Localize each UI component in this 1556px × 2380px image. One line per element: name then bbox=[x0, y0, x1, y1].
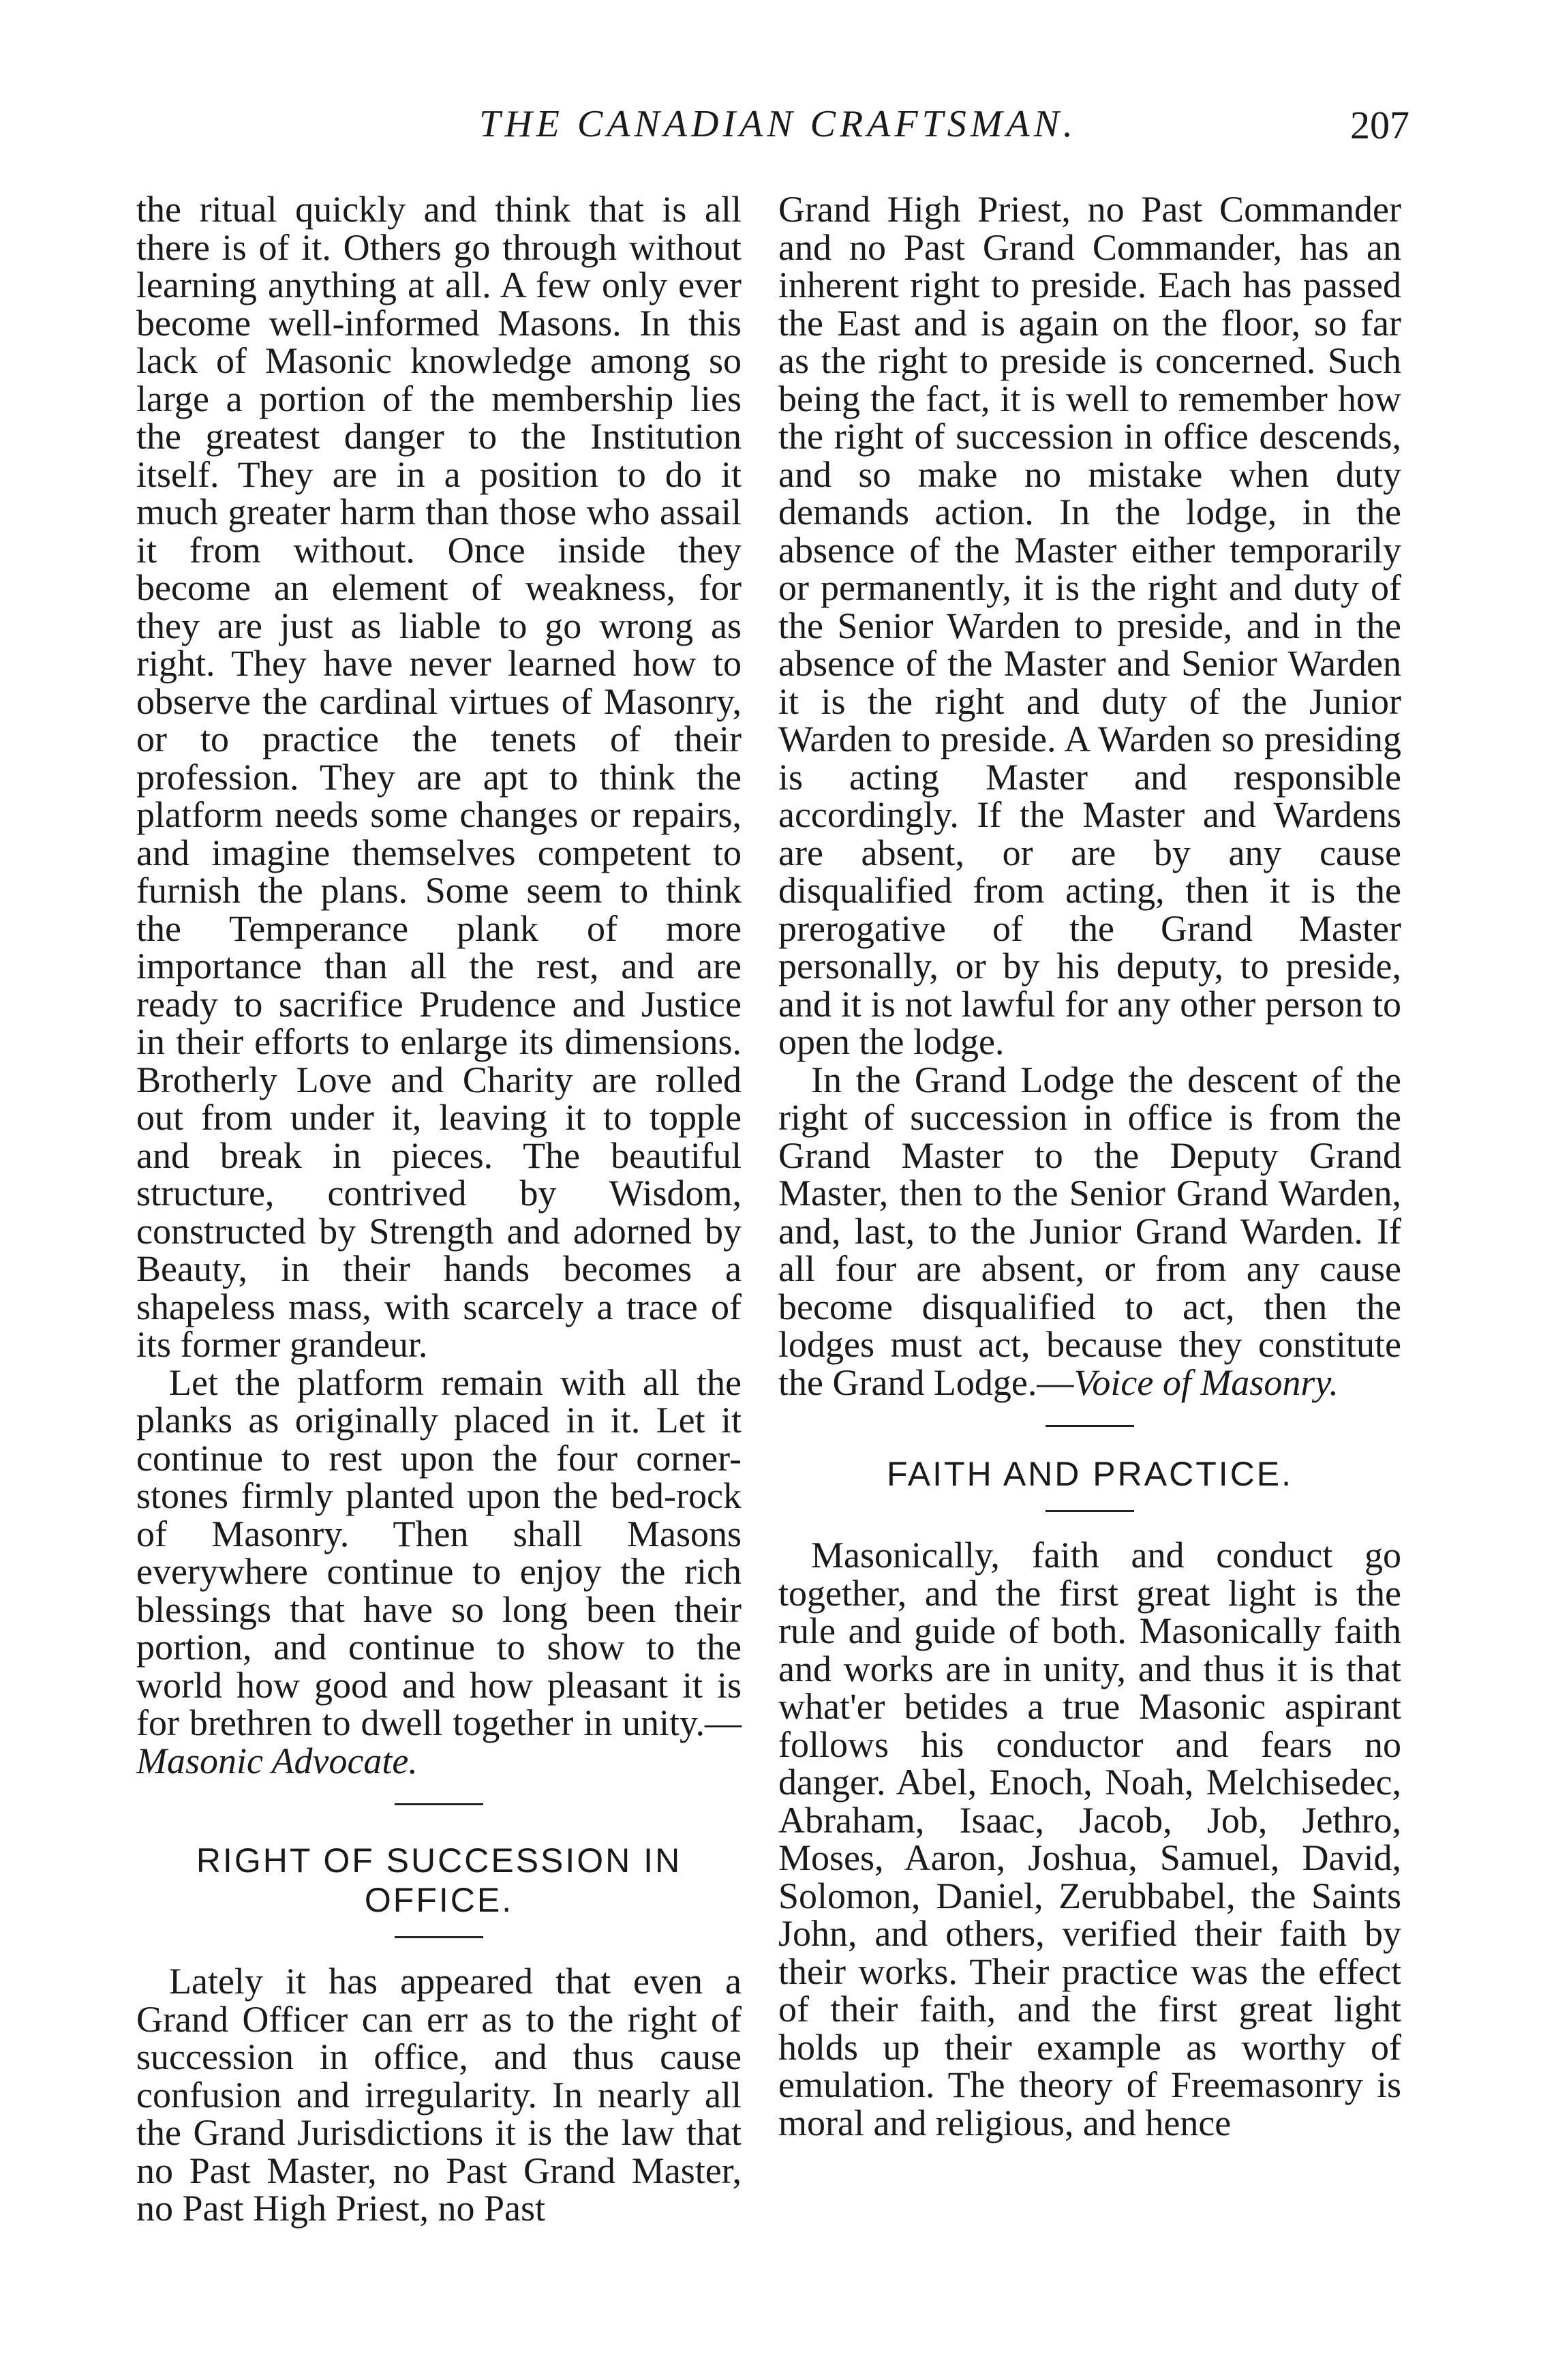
section-heading: RIGHT OF SUCCESSION IN OFFICE. bbox=[196, 1841, 682, 1919]
left-paragraph-3: Lately it has appeared that even a Grand Officer can err as to the right of succession in office, and thus cause confusion and irregularity. In nearly all the Grand Jurisdictions it is the law that no Past Master, no Past Grand Master, no Past High Priest, no Past bbox=[136, 1961, 742, 2229]
left-paragraph-2 bbox=[136, 1361, 742, 1781]
running-title: THE CANADIAN CRAFTSMAN. bbox=[479, 103, 1077, 145]
right-column bbox=[778, 191, 1401, 2142]
source-attribution: Masonic Advocate. bbox=[136, 1740, 418, 1781]
page-header bbox=[0, 102, 1556, 164]
source-attribution: Voice of Masonry. bbox=[1073, 1361, 1339, 1403]
left-paragraph-2-text: Let the platform remain with all the planks as originally placed in it. Let it continue to rest upon the four corner-stones firmly planted upon the bed-rock of Masonry. Then shall Masons everywhere continue to enjoy the rich blessings that have so long been their portion, and continue to show to the world how good and how pleasant it is for brethren to dwell together in unity.— bbox=[136, 1361, 742, 1743]
page-number: 207 bbox=[1350, 103, 1409, 147]
right-paragraph-2 bbox=[778, 1061, 1401, 1402]
right-paragraph-2-text: In the Grand Lodge the descent of the right of succession in office is from the Grand Master to the Deputy Grand Master, then to the Senior Grand Warden, and, last, to the Junior Grand Warden. If all four are absent, or from any cause become disqualified to act, then the lodges must act, because they constitute the Grand Lodge.— bbox=[778, 1059, 1401, 1403]
right-paragraph-1: Grand High Priest, no Past Commander and no Past Grand Commander, has an inherent right to preside. Each has passed the East and is again on the floor, so far as the right to preside is concerned. Such being the fact, it is well to remember how the right of succession in office descends, and so make no mistake when duty demands action. In the lodge, in the absence of the Master either temporarily or permanently, it is the right and duty of the Senior Warden to preside, and in the absence of the Master and Senior Warden it is the right and duty of the Junior Warden to preside. A Warden so presiding is acting Master and responsible accordingly. If the Master and Wardens are absent, or are by any cause disqualified from acting, then it is the prerogative of the Grand Master personally, or by his deputy, to preside, and it is not lawful for any other person to open the lodge. bbox=[778, 189, 1401, 1062]
left-column bbox=[136, 191, 742, 2228]
section-heading: FAITH AND PRACTICE. bbox=[887, 1455, 1293, 1493]
right-paragraph-3: Masonically, faith and conduct go together, and the first great light is the rule and guide of both. Masonically faith and works are in unity, and thus it is that what'er betides a true Masonic aspirant follows his conductor and fears no danger. Abel, Enoch, Noah, Melchisedec, Abraham, Isaac, Jacob, Job, Jethro, Moses, Aaron, Joshua, Samuel, David, Solomon, Daniel, Zerubbabel, the Saints John, and others, verified their faith by their works. Their practice was the effect of their faith, and the first great light holds up their example as worthy of emulation. The theory of Freemasonry is moral and religious, and hence bbox=[778, 1535, 1401, 2143]
left-paragraph-1: the ritual quickly and think that is all there is of it. Others go through without learning anything at all. A few only ever become well-informed Masons. In this lack of Masonic knowledge among so large a portion of the membership lies the greatest danger to the Institution itself. They are in a position to do it much greater harm than those who assail it from without. Once inside they become an element of weakness, for they are just as liable to go wrong as right. They have never learned how to observe the cardinal virtues of Masonry, or to practice the tenets of their profession. They are apt to think the platform needs some changes or repairs, and imagine themselves competent to furnish the plans. Some seem to think the Temperance plank of more importance than all the rest, and are ready to sacrifice Prudence and Justice in their efforts to enlarge its dimensions. Brotherly Love and Charity are rolled out from under it, leaving it to topple and break in pieces. The beautiful structure, contrived by Wisdom, constructed by Strength and adorned by Beauty, in their hands becomes a shapeless mass, with scarcely a trace of its former grandeur. bbox=[136, 189, 742, 1365]
